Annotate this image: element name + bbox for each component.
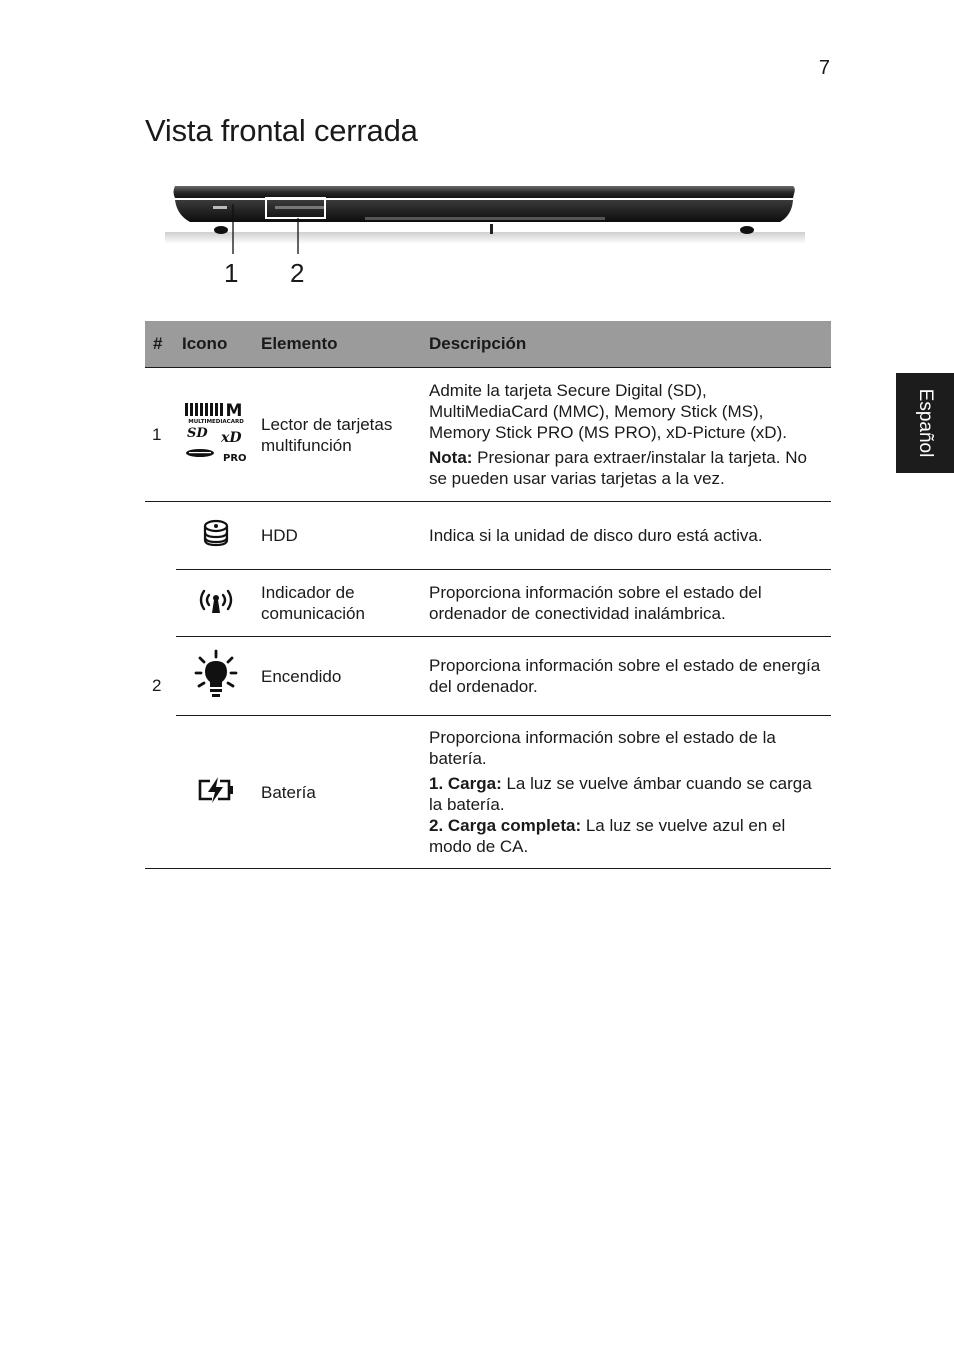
- laptop-shadow: [165, 232, 805, 244]
- element-description: Proporciona información sobre el estado de energía del ordenador.: [423, 637, 831, 716]
- header-element: Elemento: [255, 321, 423, 368]
- latch: [490, 224, 493, 234]
- laptop-lid: [174, 186, 795, 198]
- pro-text: PRO: [222, 453, 247, 464]
- mmc-text: MULTIMEDIACARD: [187, 419, 244, 425]
- indicator-strip: [275, 206, 325, 209]
- laptop-front-illustration: [165, 180, 805, 265]
- sd-text: SD: [186, 426, 208, 441]
- table-row: [145, 502, 831, 570]
- left-foot: [214, 226, 228, 234]
- laptop-front-drawing: [165, 180, 805, 260]
- language-tab-label: Español: [915, 388, 936, 458]
- wireless-icon: [176, 570, 255, 637]
- battery-icon: [176, 716, 255, 869]
- table-row: [145, 368, 831, 502]
- card-slot: [213, 206, 227, 209]
- header-description: Descripción: [423, 321, 831, 368]
- callout-label-2: 2: [290, 258, 305, 288]
- element-description: Admite la tarjeta Secure Digital (SD), MultiMediaCard (MMC), Memory Stick (MS), Memory Stick PRO (MS PRO), xD-Picture (xD). Nota: Presionar para extraer/instalar la tarjeta. No se pueden usar varias tarjetas a la vez.: [423, 368, 831, 502]
- laptop-front-edge: [365, 217, 605, 220]
- xd-text: xD: [220, 430, 241, 446]
- element-name: HDD: [261, 526, 298, 545]
- element-description: Proporciona información sobre el estado de la batería. 1. Carga: La luz se vuelve ámbar cuando se carga la batería. 2. Carga completa: La luz se vuelve azul en el modo de CA.: [423, 716, 831, 869]
- header-icon: Icono: [176, 321, 255, 368]
- power-light-icon: [176, 637, 255, 716]
- components-table: [145, 321, 831, 869]
- hdd-icon: [176, 502, 255, 570]
- right-foot: [740, 226, 754, 234]
- table-row: [145, 570, 831, 637]
- callout-label-1: 1: [224, 258, 239, 288]
- page-number: 7: [818, 57, 830, 79]
- memory-card-logos-icon: [176, 368, 255, 502]
- element-name: Batería: [255, 716, 423, 869]
- table-header-row: [145, 321, 831, 368]
- row-number: 2: [145, 502, 176, 869]
- element-name: Encendido: [255, 637, 423, 716]
- language-tab: [896, 373, 954, 473]
- element-description: Indica si la unidad de disco duro está activa.: [429, 526, 763, 545]
- table-row: [145, 637, 831, 716]
- element-description: Proporciona información sobre el estado del ordenador de conectividad inalámbrica.: [423, 570, 831, 637]
- element-name: Indicador de comunicación: [255, 570, 423, 637]
- mmc-m-text: M: [225, 401, 242, 421]
- table-row: [145, 716, 831, 869]
- row-number: 1: [145, 368, 176, 502]
- page-title: Vista frontal cerrada: [145, 113, 418, 148]
- element-name: Lector de tarjetas multifunción: [255, 368, 423, 502]
- header-num: #: [145, 321, 176, 368]
